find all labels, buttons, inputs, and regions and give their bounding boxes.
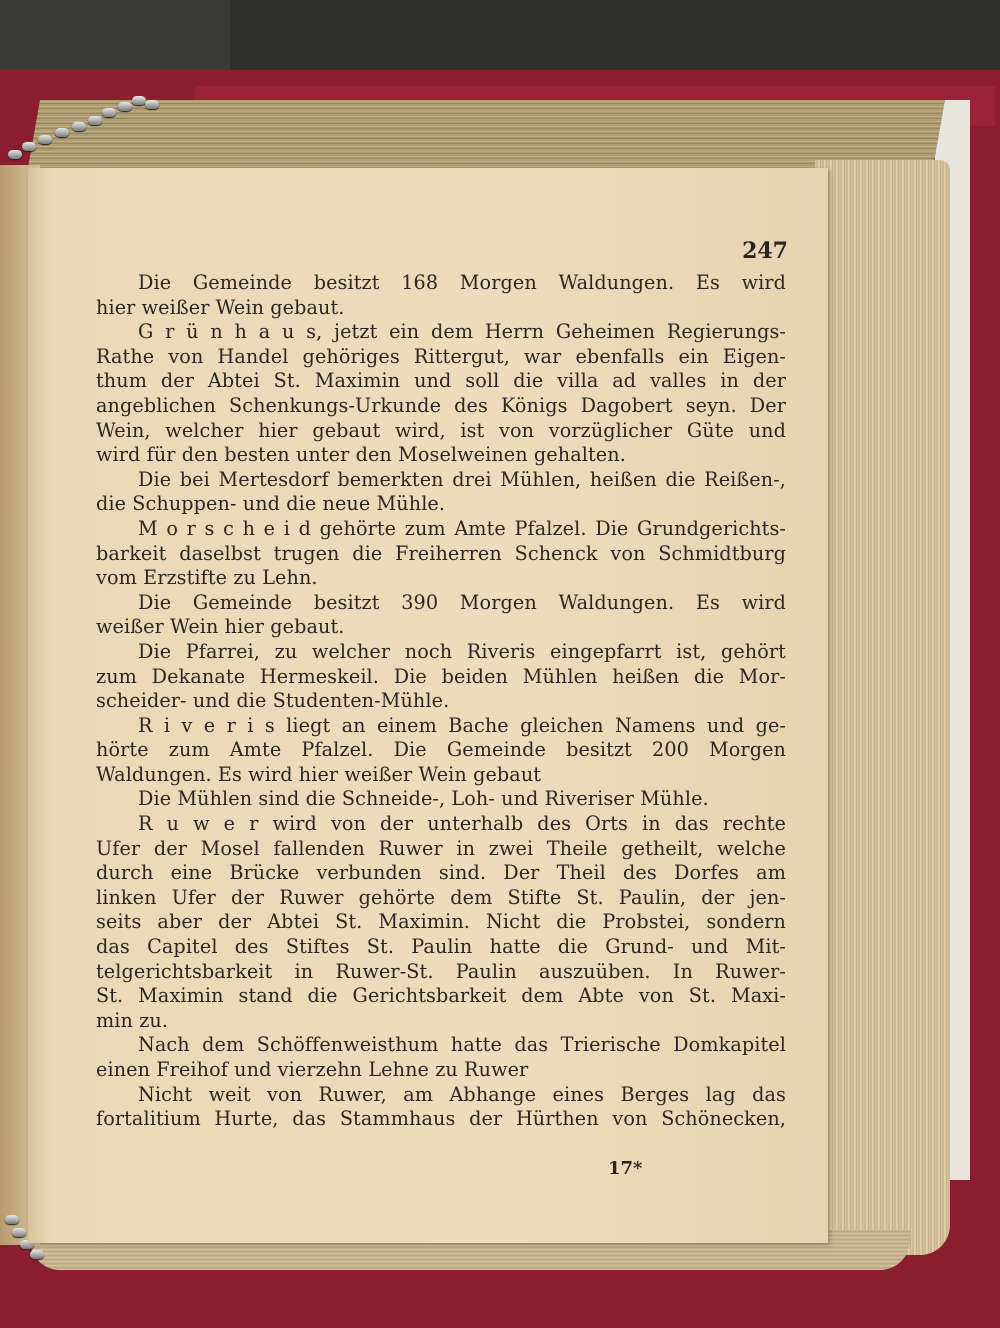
spiral-ring [72,122,86,131]
page-text [96,271,786,1132]
text-line: min zu. [96,1008,169,1032]
text-line: zum Dekanate Hermeskeil. Die beiden Mühlen heißen die Mor- [96,664,786,688]
spiral-ring [22,142,36,151]
text-line: Die Pfarrei, zu welcher noch Riveris eingepfarrt ist, gehört [138,639,786,663]
text-line: hier weißer Wein gebaut. [96,295,345,319]
spiral-ring [88,116,102,125]
text-line: scheider- und die Studenten-Mühle. [96,689,450,713]
text-line: Die Gemeinde besitzt 168 Morgen Waldungen. Es wird [138,271,786,294]
text-line: seits aber der Abtei St. Maximin. Nicht die Probstei, sondern [96,910,786,934]
text-line: hörte zum Amte Pfalzel. Die Gemeinde besitzt 200 Morgen [96,738,786,762]
text-line: Wein, welcher hier gebaut wird, ist von vorzüglicher Güte und [96,418,786,442]
spiral-ring [12,1228,26,1237]
text-line: angeblichen Schenkungs-Urkunde des Königs Dagobert seyn. Der [96,393,786,417]
spiral-ring [102,108,116,117]
text-line: vom Erzstifte zu Lehn. [96,566,318,590]
spiral-ring [145,100,159,109]
text-line: weißer Wein hier gebaut. [96,615,345,639]
text-line: M o r s c h e i d gehörte zum Amte Pfalzel. Die Grundgerichts- [138,516,786,540]
text-line: linken Ufer der Ruwer gehörte dem Stifte St. Paulin, der jen- [96,885,786,909]
text-line: G r ü n h a u s, jetzt ein dem Herrn Geheimen Regierungs- [138,320,786,344]
text-line: R i v e r i s liegt an einem Bache gleichen Namens und ge- [138,713,786,737]
text-line: Die Gemeinde besitzt 390 Morgen Waldungen. Es wird [138,590,786,614]
text-line: Nach dem Schöffenweisthum hatte das Trierische Domkapitel [138,1033,786,1057]
text-line: St. Maximin stand die Gerichtsbarkeit dem Abte von St. Maxi- [96,984,786,1008]
text-line: barkeit daselbst trugen die Freiherren Schenck von Schmidtburg [96,541,786,565]
text-line: einen Freihof und vierzehn Lehne zu Ruwer [96,1058,529,1081]
page-number: 247 [742,238,788,264]
spiral-ring [38,135,52,144]
text-line: thum der Abtei St. Maximin und soll die villa ad valles in der [96,369,786,393]
printer-signature: 17* [608,1158,643,1179]
text-line: Ufer der Mosel fallenden Ruwer in zwei Theile getheilt, welche [96,836,786,860]
text-line: die Schuppen- und die neue Mühle. [96,492,446,516]
text-line: telgerichtsbarkeit in Ruwer-St. Paulin auszuüben. In Ruwer- [96,959,786,983]
text-line: R u w e r wird von der unterhalb des Orts in das rechte [138,812,786,836]
text-line: durch eine Brücke verbunden sind. Der Theil des Dorfes am [96,861,786,885]
text-line: Die Mühlen sind die Schneide-, Loh- und Riveriser Mühle. [138,787,709,811]
spiral-ring [30,1250,44,1259]
text-line: Nicht weit von Ruwer, am Abhange eines Berges lag das [138,1082,786,1106]
page-edges-top [28,100,945,170]
text-line: fortalitium Hurte, das Stammhaus der Hürthen von Schönecken, [96,1107,786,1131]
text-line: Rathe von Handel gehöriges Rittergut, war ebenfalls ein Eigen- [96,344,786,368]
spiral-ring [132,96,146,105]
spiral-ring [55,128,69,137]
page-edges-right [815,160,950,1255]
text-line: wird für den besten unter den Moselweinen gehalten. [96,443,626,467]
text-line: Waldungen. Es wird hier weißer Wein gebaut [96,762,542,786]
spiral-ring [118,102,132,111]
text-line: Die bei Mertesdorf bemerkten drei Mühlen, heißen die Reißen-, [138,467,786,491]
book-page [28,168,828,1243]
text-line: das Capitel des Stiftes St. Paulin hatte die Grund- und Mit- [96,935,786,959]
spiral-ring [5,1215,19,1224]
spiral-ring [8,150,22,159]
